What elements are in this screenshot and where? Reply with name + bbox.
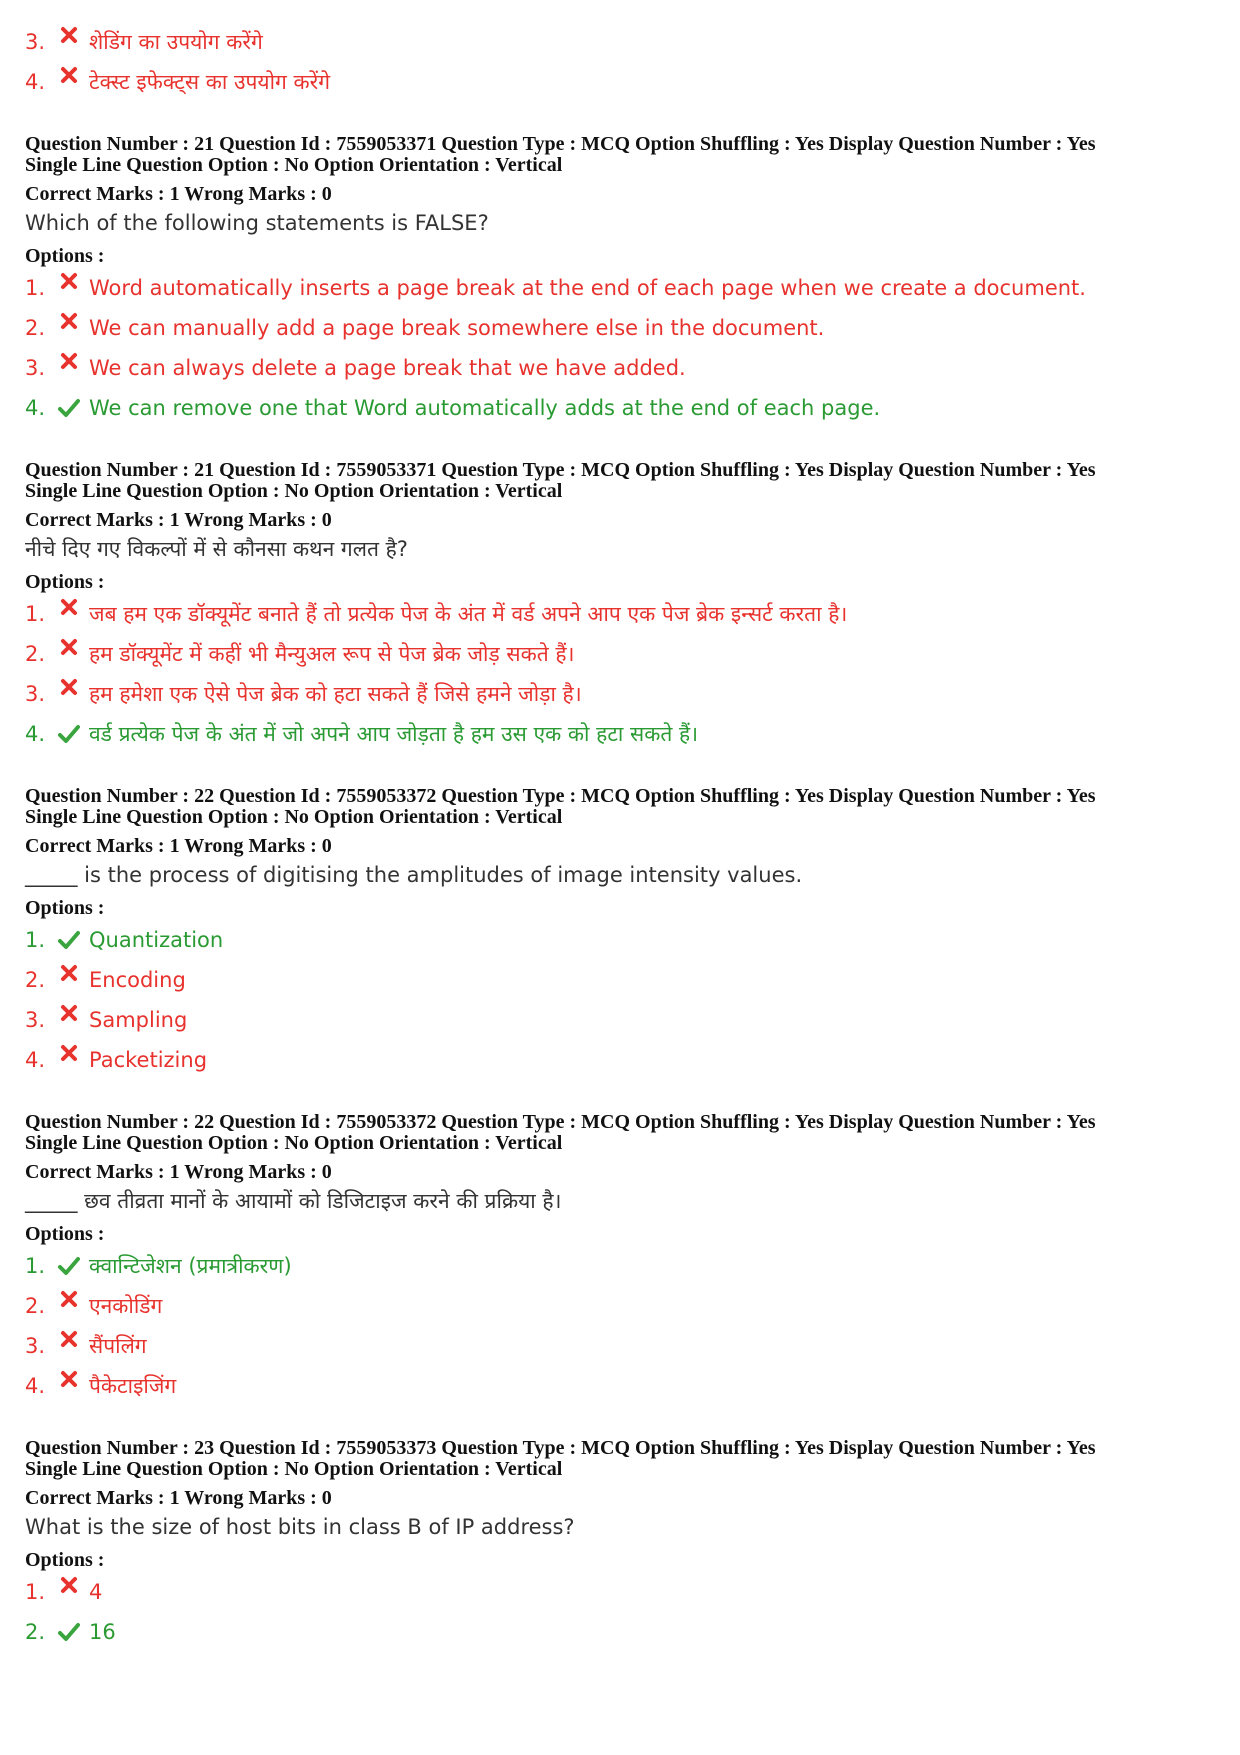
option-number: 4.: [25, 70, 46, 94]
option-item: [25, 308, 1215, 348]
option-text: Quantization: [89, 928, 224, 952]
option-text: Sampling: [89, 1008, 188, 1032]
option-text: We can always delete a page break that we have added.: [89, 356, 686, 380]
option-text: हम डॉक्यूमेंट में कहीं भी मैन्युअल रूप से पेज ब्रेक जोड़ सकते हैं।: [89, 642, 575, 666]
options-list: [25, 594, 1215, 754]
option-number: 4.: [25, 396, 46, 420]
cross-icon: [55, 1004, 83, 1022]
option-item: [25, 594, 1215, 634]
options-label: Options :: [25, 1223, 105, 1245]
option-item: [25, 634, 1215, 674]
question-meta: Question Number : 23 Question Id : 7559053373 Question Type : MCQ Option Shuffling : Yes Display Question Number : Yes: [25, 1437, 1096, 1459]
option-number: 4.: [25, 1048, 46, 1072]
options-list: [25, 1246, 1215, 1406]
option-text: एनकोडिंग: [89, 1294, 163, 1318]
options-list: [25, 920, 1215, 1080]
question-block: [25, 1112, 1215, 1406]
option-text: पैकेटाइजिंग: [89, 1374, 177, 1398]
option-text: जब हम एक डॉक्यूमेंट बनाते हैं तो प्रत्येक पेज के अंत में वर्ड अपने आप एक पेज ब्रेक इन्सर्ट करता है।: [89, 602, 848, 626]
question-text: _____ is the process of digitising the amplitudes of image intensity values.: [25, 863, 803, 887]
option-text: वर्ड प्रत्येक पेज के अंत में जो अपने आप जोड़ता है हम उस एक को हटा सकते हैं।: [89, 722, 699, 746]
question-option-settings: Single Line Question Option : No Option Orientation : Vertical: [25, 806, 563, 828]
option-item: [25, 1612, 1215, 1652]
option-number: 3.: [25, 1008, 46, 1032]
question-meta: Question Number : 21 Question Id : 7559053371 Question Type : MCQ Option Shuffling : Yes Display Question Number : Yes: [25, 459, 1096, 481]
option-number: 3.: [25, 1334, 46, 1358]
option-text: Encoding: [89, 968, 186, 992]
option-number: 4.: [25, 722, 46, 746]
option-number: 2.: [25, 1620, 46, 1644]
cross-icon: [55, 352, 83, 370]
question-marks: Correct Marks : 1 Wrong Marks : 0: [25, 1487, 332, 1509]
check-icon: [55, 930, 83, 950]
option-number: 1.: [25, 1254, 46, 1278]
question-text: _____ छव तीव्रता मानों के आयामों को डिजिटाइज करने की प्रक्रिया है।: [25, 1189, 562, 1213]
option-item: [25, 22, 1215, 62]
question-option-settings: Single Line Question Option : No Option Orientation : Vertical: [25, 480, 563, 502]
option-text: क्वान्टिजेशन (प्रमात्रीकरण): [89, 1254, 292, 1278]
option-item: [25, 1326, 1215, 1366]
option-number: 2.: [25, 316, 46, 340]
cross-icon: [55, 26, 83, 44]
option-number: 3.: [25, 682, 46, 706]
option-item: [25, 674, 1215, 714]
cross-icon: [55, 964, 83, 982]
option-text: सैंपलिंग: [89, 1334, 147, 1358]
option-item: [25, 960, 1215, 1000]
option-item: [25, 1040, 1215, 1080]
question-text: Which of the following statements is FALSE?: [25, 211, 489, 235]
options-label: Options :: [25, 571, 105, 593]
question-text: नीचे दिए गए विकल्पों में से कौनसा कथन गलत है?: [25, 537, 408, 561]
question-option-settings: Single Line Question Option : No Option Orientation : Vertical: [25, 1132, 563, 1154]
cross-icon: [55, 1044, 83, 1062]
question-block: [25, 786, 1215, 1080]
option-number: 3.: [25, 356, 46, 380]
question-option-settings: Single Line Question Option : No Option Orientation : Vertical: [25, 154, 563, 176]
option-number: 1.: [25, 1580, 46, 1604]
option-number: 1.: [25, 928, 46, 952]
option-text: हम हमेशा एक ऐसे पेज ब्रेक को हटा सकते हैं जिसे हमने जोड़ा है।: [89, 682, 582, 706]
option-text: शेडिंग का उपयोग करेंगे: [89, 30, 263, 54]
option-item: [25, 1572, 1215, 1612]
option-item: [25, 920, 1215, 960]
question-meta: Question Number : 21 Question Id : 7559053371 Question Type : MCQ Option Shuffling : Yes Display Question Number : Yes: [25, 133, 1096, 155]
check-icon: [55, 1622, 83, 1642]
cross-icon: [55, 1370, 83, 1388]
question-meta: Question Number : 22 Question Id : 7559053372 Question Type : MCQ Option Shuffling : Yes Display Question Number : Yes: [25, 785, 1096, 807]
question-marks: Correct Marks : 1 Wrong Marks : 0: [25, 1161, 332, 1183]
question-text: What is the size of host bits in class B of IP address?: [25, 1515, 575, 1539]
check-icon: [55, 1256, 83, 1276]
options-label: Options :: [25, 245, 105, 267]
options-list: [25, 1572, 1215, 1652]
option-item: [25, 348, 1215, 388]
option-text: We can remove one that Word automatically adds at the end of each page.: [89, 396, 881, 420]
option-number: 1.: [25, 276, 46, 300]
question-marks: Correct Marks : 1 Wrong Marks : 0: [25, 509, 332, 531]
options-list: [25, 268, 1215, 428]
option-number: 4.: [25, 1374, 46, 1398]
check-icon: [55, 398, 83, 418]
option-number: 2.: [25, 642, 46, 666]
cross-icon: [55, 598, 83, 616]
cross-icon: [55, 1290, 83, 1308]
cross-icon: [55, 312, 83, 330]
option-item: [25, 714, 1215, 754]
cross-icon: [55, 272, 83, 290]
question-list: [25, 134, 1215, 1652]
cross-icon: [55, 1576, 83, 1594]
option-item: [25, 1366, 1215, 1406]
option-number: 3.: [25, 30, 46, 54]
question-marks: Correct Marks : 1 Wrong Marks : 0: [25, 183, 332, 205]
option-item: [25, 268, 1215, 308]
option-text: 16: [89, 1620, 116, 1644]
option-item: [25, 62, 1215, 102]
question-block: [25, 1438, 1215, 1652]
check-icon: [55, 724, 83, 744]
cross-icon: [55, 66, 83, 84]
options-label: Options :: [25, 1549, 105, 1571]
option-item: [25, 388, 1215, 428]
option-item: [25, 1246, 1215, 1286]
option-text: We can manually add a page break somewhere else in the document.: [89, 316, 825, 340]
cross-icon: [55, 678, 83, 696]
option-number: 2.: [25, 1294, 46, 1318]
cross-icon: [55, 1330, 83, 1348]
option-text: Word automatically inserts a page break at the end of each page when we create a document.: [89, 276, 1086, 300]
cross-icon: [55, 638, 83, 656]
option-text: 4: [89, 1580, 103, 1604]
option-text: Packetizing: [89, 1048, 208, 1072]
question-block: [25, 134, 1215, 428]
question-marks: Correct Marks : 1 Wrong Marks : 0: [25, 835, 332, 857]
question-block: [25, 460, 1215, 754]
options-label: Options :: [25, 897, 105, 919]
question-meta: Question Number : 22 Question Id : 7559053372 Question Type : MCQ Option Shuffling : Yes Display Question Number : Yes: [25, 1111, 1096, 1133]
option-item: [25, 1286, 1215, 1326]
option-number: 2.: [25, 968, 46, 992]
option-item: [25, 1000, 1215, 1040]
question-option-settings: Single Line Question Option : No Option Orientation : Vertical: [25, 1458, 563, 1480]
option-number: 1.: [25, 602, 46, 626]
option-text: टेक्स्ट इफेक्ट्स का उपयोग करेंगे: [89, 70, 331, 94]
leading-options: [25, 22, 1215, 102]
